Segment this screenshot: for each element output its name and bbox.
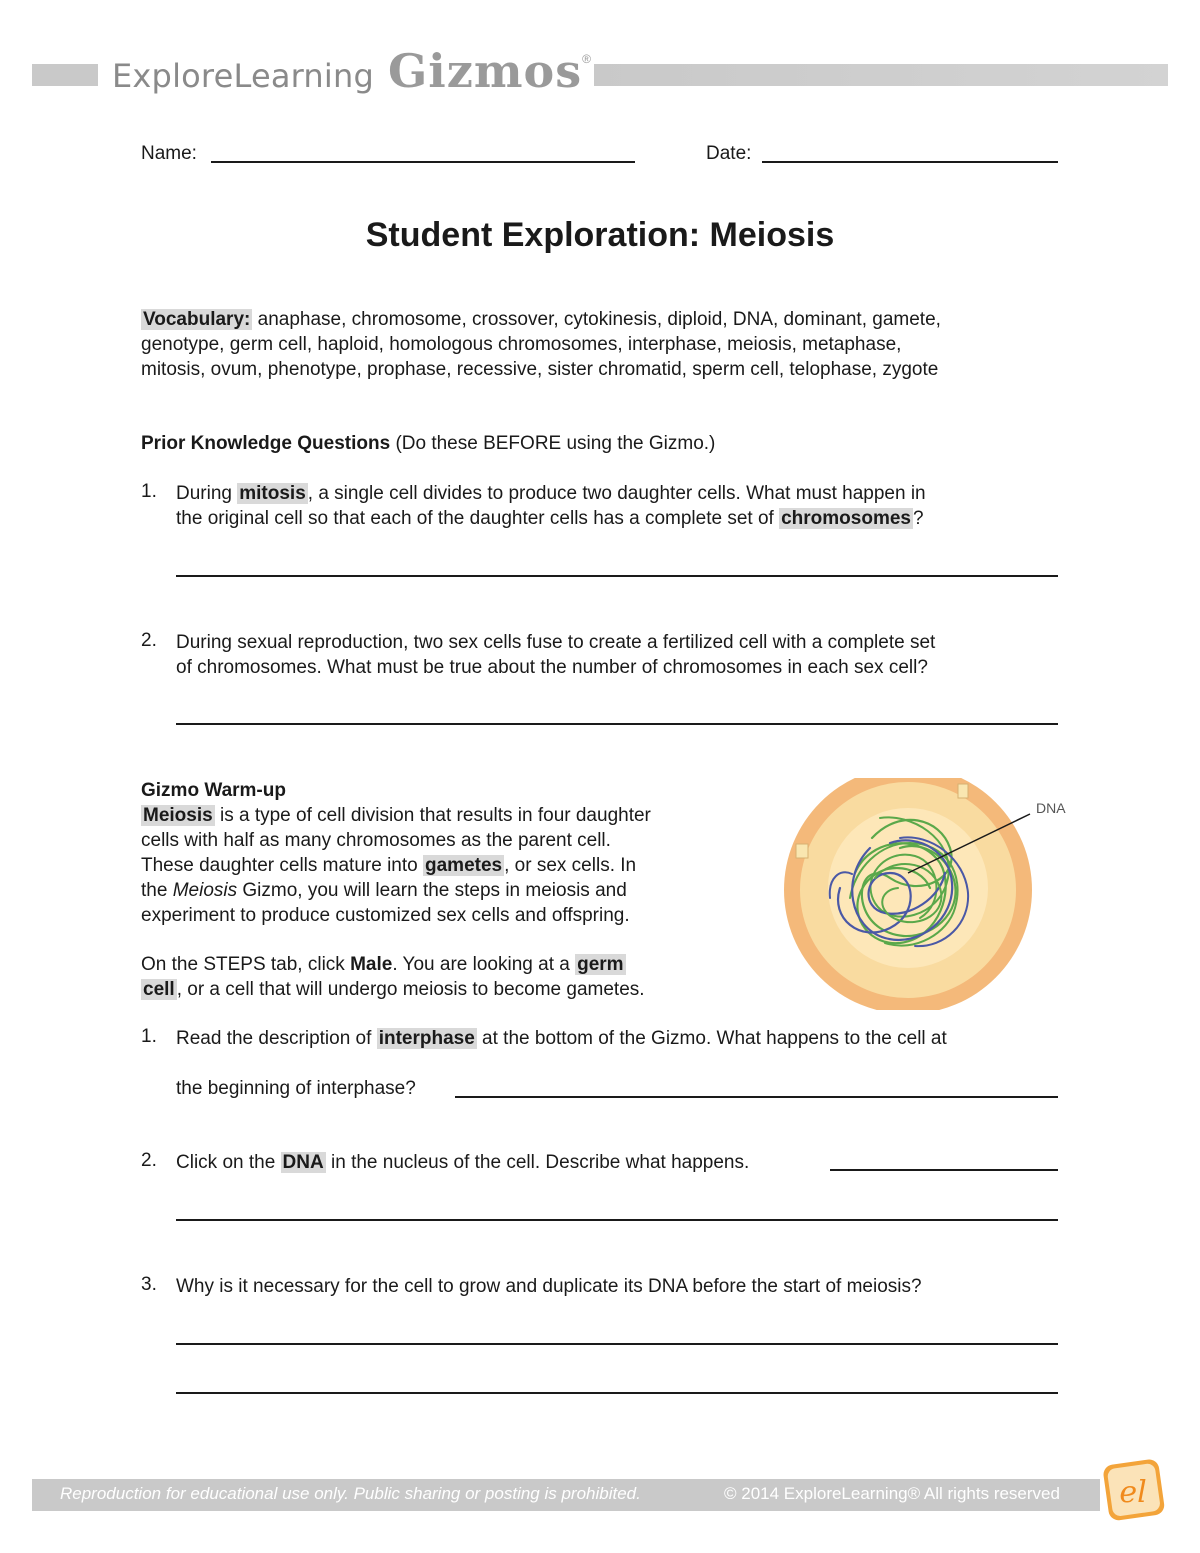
organelle — [796, 844, 808, 858]
pk-q2-number: 2. — [141, 630, 157, 651]
pk-q2-text: During sexual reproduction, two sex cells fuse to create a fertilized cell with a complete set of chromosomes. What must be true about the number of chromosomes in each sex cell? — [176, 632, 936, 678]
header-bar-left — [32, 64, 98, 86]
footer-copyright: © 2014 ExploreLearning® All rights reserved — [724, 1484, 1060, 1503]
wu-q2-text: Click on the DNA in the nucleus of the cell. Describe what happens. — [176, 1152, 750, 1173]
term-mitosis: mitosis — [239, 483, 306, 504]
pk-q1-number: 1. — [141, 481, 157, 502]
pk-q2-answer-line[interactable] — [176, 723, 1058, 725]
registered-mark: ® — [582, 52, 591, 66]
pk-q1-text: During mitosis , a single cell divides to produce two daughter cells. What must happen in the original cell so that each of the daughter cells has a complete set of chromosomes ? — [176, 483, 926, 529]
prior-knowledge-note: (Do these BEFORE using the Gizmo.) — [395, 433, 716, 454]
prior-knowledge-heading — [141, 431, 715, 456]
dna-label: DNA — [1036, 800, 1066, 816]
term-germ: germ — [577, 954, 624, 975]
term-dna: DNA — [282, 1152, 324, 1173]
vocabulary-block — [141, 307, 1081, 382]
vocabulary-label: Vocabulary: — [143, 309, 251, 330]
name-field[interactable] — [211, 161, 635, 163]
term-male: Male — [350, 954, 393, 975]
warmup-heading: Gizmo Warm-up — [141, 780, 286, 801]
term-meiosis: Meiosis — [143, 805, 213, 826]
wu-q3-answer-line-2[interactable] — [176, 1392, 1058, 1394]
page-title: Student Exploration: Meiosis — [365, 216, 835, 254]
pk-q1-answer-line[interactable] — [176, 575, 1058, 577]
germ-cell-figure — [780, 778, 1080, 1010]
term-cell: cell — [143, 979, 175, 1000]
wu-q3-number: 3. — [141, 1274, 157, 1295]
term-chromosomes: chromosomes — [781, 508, 911, 529]
date-label: Date: — [706, 143, 752, 164]
term-gametes: gametes — [425, 855, 503, 876]
footer-disclaimer: Reproduction for educational use only. Public sharing or posting is prohibited. — [60, 1484, 641, 1503]
wu-q3-answer-line-1[interactable] — [176, 1343, 1058, 1345]
wu-q1-answer-line[interactable] — [455, 1096, 1058, 1098]
wu-q2-number: 2. — [141, 1150, 157, 1171]
wu-q1-text-2: the beginning of interphase? — [176, 1078, 416, 1099]
wu-q1-text: Read the description of interphase at the bottom of the Gizmo. What happens to the cell at — [176, 1028, 947, 1049]
explorelearning-el-icon — [1100, 1458, 1166, 1524]
organelle — [958, 784, 968, 798]
date-field[interactable] — [762, 161, 1058, 163]
wu-q2-answer-line-1[interactable] — [830, 1169, 1058, 1171]
vocabulary-line-3: mitosis, ovum, phenotype, prophase, recessive, sister chromatid, sperm cell, telophase, zygote — [141, 359, 939, 380]
name-label: Name: — [141, 143, 197, 164]
term-interphase: interphase — [378, 1028, 475, 1049]
wu-q2-answer-line-2[interactable] — [176, 1219, 1058, 1221]
header-bar-right — [594, 64, 1168, 86]
explorelearning-gizmos-logo — [112, 44, 591, 104]
prior-knowledge-title: Prior Knowledge Questions — [141, 433, 391, 454]
vocabulary-line-1: anaphase, chromosome, crossover, cytokinesis, diploid, DNA, dominant, gamete, — [257, 309, 941, 330]
svg-text:el: el — [1119, 1475, 1147, 1510]
warmup-block: Gizmo Warm-up Meiosis is a type of cell division that results in four daughter cells with half as many chromosomes as the parent cell. These daughter cells mature into gametes , or sex cells. In the Meiosis Gizmo, you will learn the steps in meiosis and experiment to produce customized sex cells and offspring. On the STEPS tab, click Male. You are looking at a germ cell , or a cell that will undergo meiosis to become gametes. — [141, 778, 741, 1002]
product-name: Gizmos — [388, 44, 583, 98]
brand-name: ExploreLearning — [112, 57, 374, 95]
wu-q1-number: 1. — [141, 1026, 157, 1047]
vocabulary-line-2: genotype, germ cell, haploid, homologous chromosomes, interphase, meiosis, metaphase, — [141, 334, 902, 355]
wu-q3-text: Why is it necessary for the cell to grow and duplicate its DNA before the start of meiosis? — [176, 1276, 922, 1297]
